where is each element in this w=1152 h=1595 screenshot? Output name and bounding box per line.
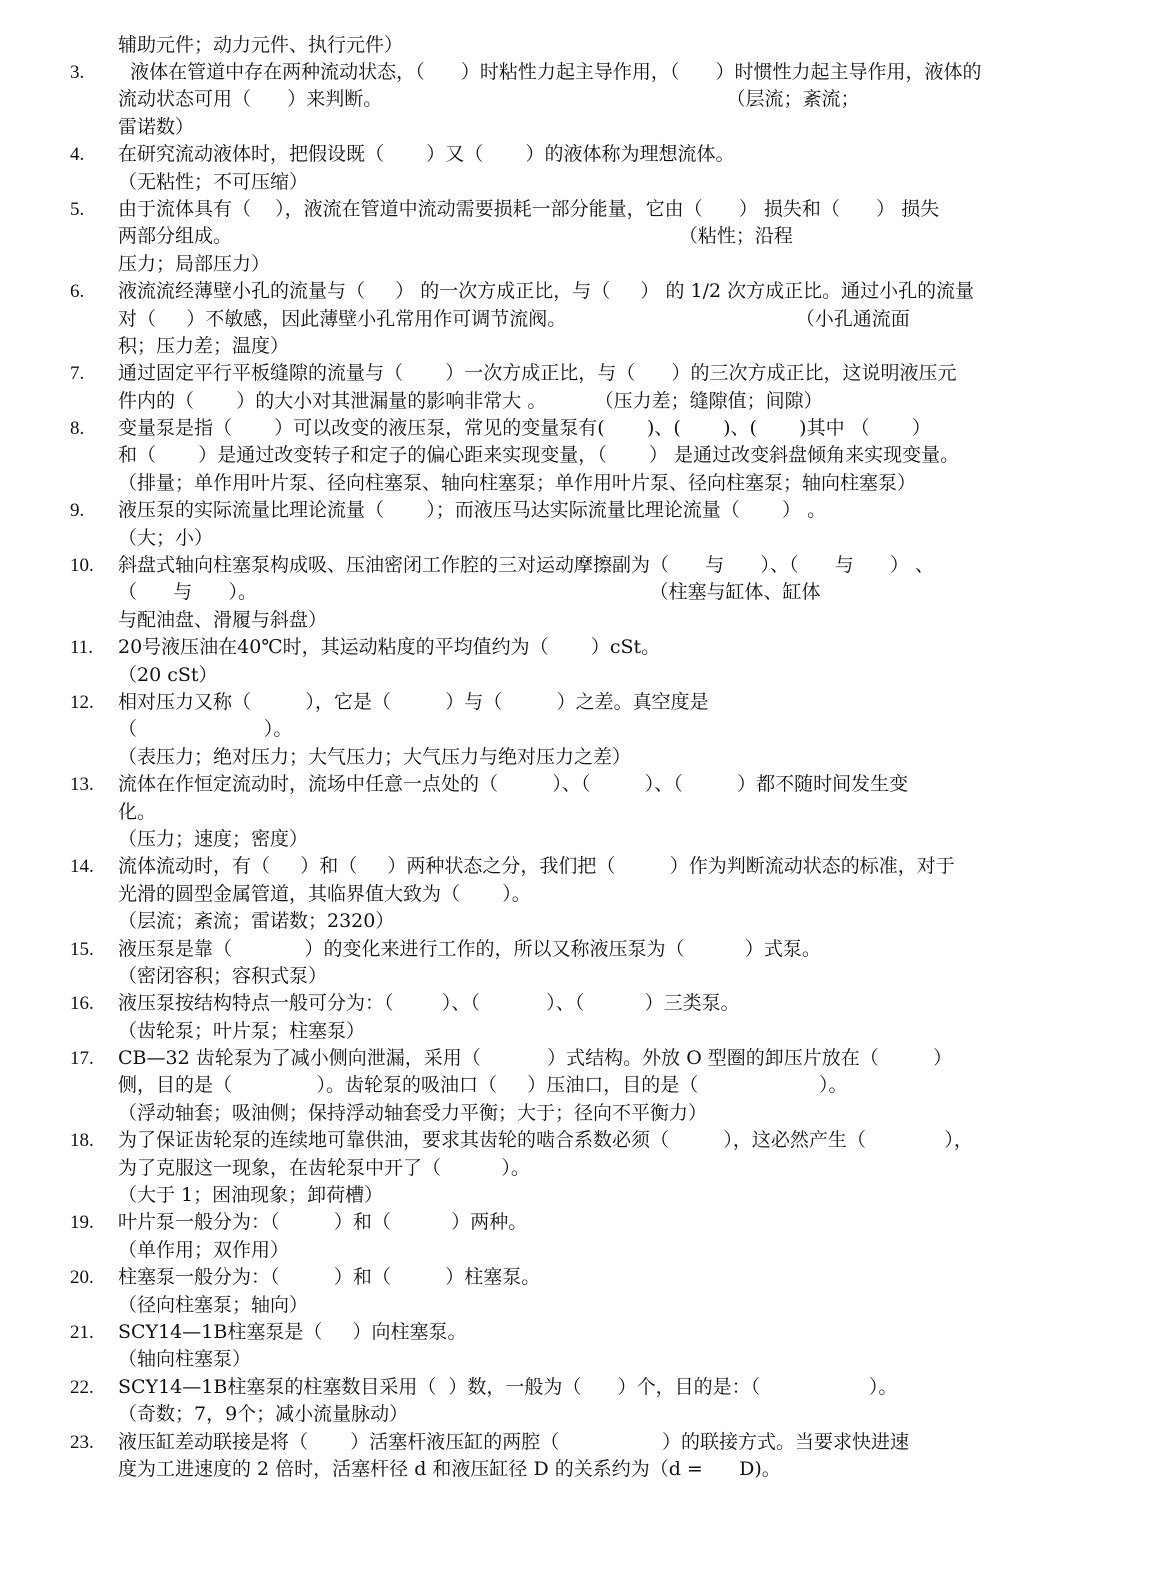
question-number: 20. [70,1267,94,1289]
question-text [118,936,1118,991]
question-number: 7. [70,363,85,385]
question-line: 两部分组成。 （粘性；沿程 [118,225,793,248]
question-line: 相对压力又称（ ），它是（ ）与（ ）之差。真空度是 [118,690,709,713]
question-line: 叶片泵一般分为：（ ）和（ ）两种。 [118,1211,528,1234]
question-line: 液流流经薄壁小孔的流量与（ ） 的一次方成正比，与（ ） 的 1/2 次方成正比。通过小孔的流量 [118,280,975,303]
question-line: （排量；单作用叶片泵、径向柱塞泵、轴向柱塞泵；单作用叶片泵、径向柱塞泵；轴向柱塞泵） [118,471,917,494]
question-line: （ ）。 [118,718,293,741]
question-text [118,59,1118,141]
question-line: （层流；紊流；雷诺数；2320） [118,910,395,933]
question-item [0,141,1152,196]
question-line: 流体流动时，有（ ）和（ ）两种状态之分，我们把（ ）作为判断流动状态的标准，对于 [118,855,955,878]
question-item [0,1209,1152,1264]
question-line: 与配油盘、滑履与斜盘） [118,608,328,631]
question-number: 8. [70,418,85,440]
question-line: （奇数；7，9个；减小流量脉动） [118,1403,409,1426]
question-line: （表压力；绝对压力；大气压力；大气压力与绝对压力之差） [118,745,632,768]
question-item [0,1045,1152,1127]
question-number: 4. [70,144,85,166]
question-number: 19. [70,1212,94,1234]
question-list [0,59,1152,1483]
question-text [118,141,1118,196]
question-item [0,1319,1152,1374]
question-number: 5. [70,198,85,220]
question-item [0,990,1152,1045]
question-text [118,634,1118,689]
question-line: 由于流体具有（ ），液流在管道中流动需要损耗一部分能量，它由（ ） 损失和（ ） 损失 [118,197,940,220]
question-number: 23. [70,1431,94,1453]
question-item [0,196,1152,278]
question-line: （无粘性；不可压缩） [118,170,309,193]
question-line: 液压泵是靠（ ）的变化来进行工作的，所以又称液压泵为（ ）式泵。 [118,937,821,960]
question-item [0,1429,1152,1484]
question-line: 度为工进速度的 2 倍时，活塞杆径 d 和液压缸径 D 的关系约为（d = D)。 [118,1457,781,1480]
question-item [0,552,1152,634]
question-line: 20号液压油在40℃时，其运动粘度的平均值约为（ ）cSt。 [118,636,661,659]
question-item [0,1374,1152,1429]
question-item [0,59,1152,141]
question-number: 16. [70,993,94,1015]
question-text [118,360,1118,415]
question-number: 12. [70,691,94,713]
question-number: 18. [70,1130,94,1152]
question-line: （密闭容积；容积式泵） [118,964,328,987]
question-line: 件内的（ ）的大小对其泄漏量的影响非常大 。 （压力差；缝隙值；间隙） [118,389,823,412]
question-line: 柱塞泵一般分为：（ ）和（ ）柱塞泵。 [118,1266,541,1289]
question-item [0,360,1152,415]
question-line: 化。 [118,800,157,823]
question-line: 雷诺数） [118,115,195,138]
question-line: （轴向柱塞泵） [118,1348,252,1371]
question-number: 10. [70,555,94,577]
question-line: 液压泵的实际流量比理论流量（ ）；而液压马达实际流量比理论流量（ ） 。 [118,499,827,522]
question-number: 14. [70,856,94,878]
question-line: 为了克服这一现象，在齿轮泵中开了（ ）。 [118,1156,530,1179]
question-text [118,689,1118,771]
question-line: （ 与 ）。 （柱塞与缸体、缸体 [118,581,821,604]
question-text [118,1319,1118,1374]
question-line: 液压缸差动联接是将（ ）活塞杆液压缸的两腔（ ）的联接方式。当要求快进速 [118,1430,909,1453]
question-line: （压力；速度；密度） [118,827,309,850]
question-line: CB—32 齿轮泵为了减小侧向泄漏，采用（ ）式结构。外放 O 型圈的卸压片放在（ ） [118,1047,953,1070]
question-line: 变量泵是指（ ）可以改变的液压泵，常见的变量泵有( )、( )、( )其中 （ ） [118,417,931,440]
question-text [118,853,1118,935]
question-number: 6. [70,281,85,303]
question-line: 为了保证齿轮泵的连续地可靠供油，要求其齿轮的啮合系数必须（ ），这必然产生（ ）， [118,1129,973,1152]
question-text [118,1264,1118,1319]
question-text [118,278,1118,360]
question-line: 液体在管道中存在两种流动状态，（ ）时粘性力起主导作用，（ ）时惯性力起主导作用，液体的 [118,61,982,83]
question-text [118,771,1118,853]
lead-line: 辅助元件；动力元件、执行元件） [118,34,404,56]
question-text [118,1374,1118,1429]
question-line: 在研究流动液体时，把假设既（ ）又（ ）的液体称为理想流体。 [118,143,735,166]
question-item [0,634,1152,689]
question-item [0,771,1152,853]
question-item [0,936,1152,991]
question-line: 流动状态可用（ ）来判断。 （层流；紊流； [118,88,860,111]
question-line: 通过固定平行平板缝隙的流量与（ ）一次方成正比，与（ ）的三次方成正比，这说明液压元 [118,362,957,385]
question-line: 侧，目的是（ ）。齿轮泵的吸油口（ ）压油口，目的是（ ）。 [118,1074,848,1097]
question-number: 11. [70,637,94,659]
question-number: 22. [70,1376,94,1398]
question-line: （单作用；双作用） [118,1238,290,1261]
question-number: 15. [70,938,94,960]
question-number: 13. [70,774,94,796]
question-line: 对（ ）不敏感，因此薄壁小孔常用作可调节流阀。 （小孔通流面 [118,307,910,330]
question-item [0,497,1152,552]
question-line: 积；压力差；温度） [118,334,290,357]
question-text [118,552,1118,634]
question-line: （浮动轴套；吸油侧；保持浮动轴套受力平衡；大于；径向不平衡力） [118,1101,708,1124]
question-line: SCY14—1B柱塞泵的柱塞数目采用（ ）数，一般为（ ）个，目的是：（ ）。 [118,1375,898,1398]
question-item [0,278,1152,360]
question-text [118,1209,1118,1264]
question-line: （20 cSt） [118,663,218,686]
question-line: 和（ ）是通过改变转子和定子的偏心距来实现变量，（ ） 是通过改变斜盘倾角来实现变量。 [118,444,960,467]
question-text [118,497,1118,552]
question-line: （径向柱塞泵；轴向） [118,1293,309,1316]
question-text [118,1429,1118,1484]
question-number: 9. [70,500,85,522]
question-line: （齿轮泵；叶片泵；柱塞泵） [118,1019,366,1042]
question-number: 21. [70,1321,94,1343]
question-item [0,853,1152,935]
question-line: （大；小） [118,526,214,549]
question-item [0,1264,1152,1319]
question-line: （大于 1；困油现象；卸荷槽） [118,1184,384,1207]
question-line: 液压泵按结构特点一般可分为：（ ）、（ ）、（ ）三类泵。 [118,992,740,1015]
question-item [0,689,1152,771]
question-text [118,990,1118,1045]
question-text [118,196,1118,278]
question-item [0,1127,1152,1209]
question-number: 17. [70,1048,94,1070]
question-text [118,1045,1118,1127]
question-text [118,1127,1118,1209]
question-line: 斜盘式轴向柱塞泵构成吸、压油密闭工作腔的三对运动摩擦副为（ 与 ）、（ 与 ） 、 [118,554,934,577]
question-item [0,415,1152,497]
question-line: 流体在作恒定流动时，流场中任意一点处的（ ）、（ ）、（ ）都不随时间发生变 [118,773,909,796]
question-number: 3. [70,62,85,83]
question-line: SCY14—1B柱塞泵是（ ）向柱塞泵。 [118,1320,467,1343]
question-text [118,415,1118,497]
question-line: 光滑的圆型金属管道，其临界值大致为（ ）。 [118,882,531,905]
question-line: 压力；局部压力） [118,252,271,275]
